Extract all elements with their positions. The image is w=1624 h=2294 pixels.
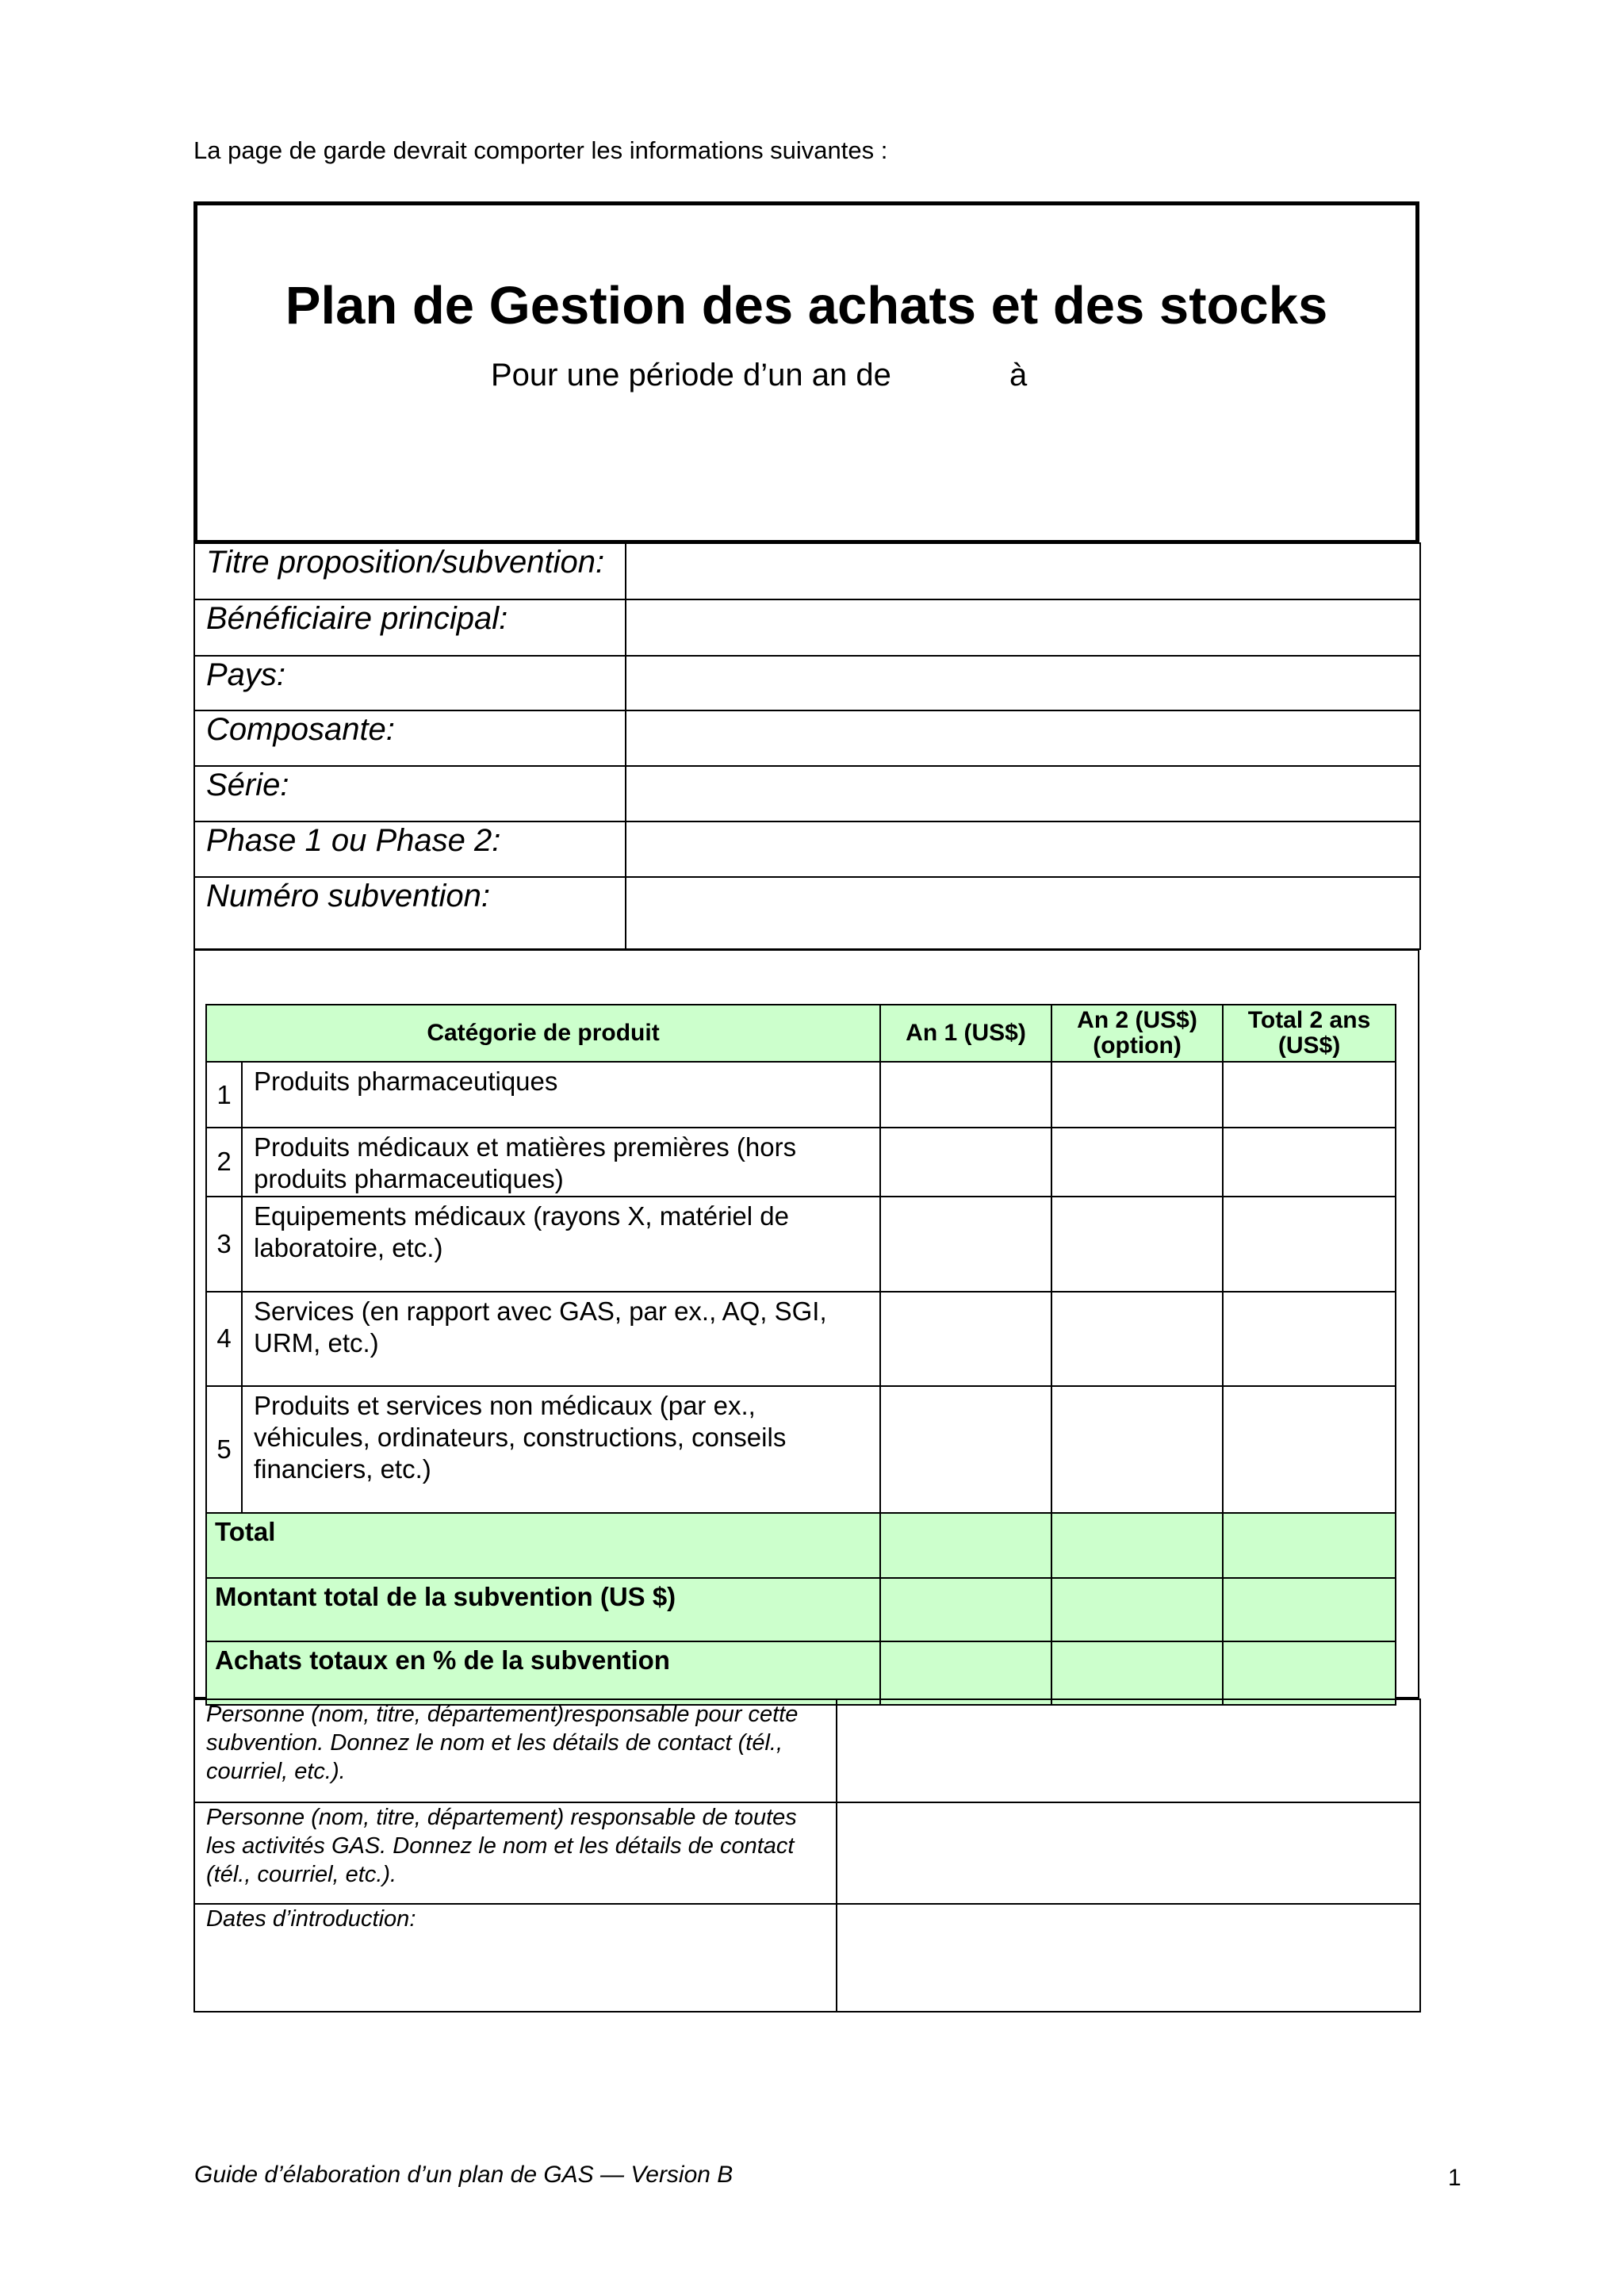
- contact-row: [194, 1904, 1420, 2012]
- amount-cell[interactable]: [1223, 1386, 1396, 1513]
- info-row: [194, 543, 1420, 599]
- info-row: [194, 656, 1420, 710]
- row-number: 5: [206, 1386, 242, 1513]
- budget-header-row: [206, 1005, 1396, 1062]
- info-value-field[interactable]: [626, 766, 1420, 821]
- info-value-field[interactable]: [626, 821, 1420, 877]
- period-to-label: à: [1009, 358, 1028, 393]
- amount-cell[interactable]: [1051, 1128, 1223, 1197]
- info-label: Bénéficiaire principal:: [194, 599, 626, 656]
- table-row: [206, 1292, 1396, 1386]
- amount-cell[interactable]: [880, 1062, 1051, 1128]
- category-label: Services (en rapport avec GAS, par ex., AQ, SGI, URM, etc.): [242, 1292, 880, 1386]
- summary-label: Montant total de la subvention (US $): [206, 1578, 880, 1641]
- amount-cell[interactable]: [1223, 1578, 1396, 1641]
- contact-value-field[interactable]: [837, 1904, 1420, 2012]
- header-category: Catégorie de produit: [206, 1005, 880, 1062]
- page-number: 1: [1448, 2165, 1461, 2191]
- info-row: [194, 877, 1420, 949]
- grant-info-table: [193, 542, 1421, 950]
- table-row: [206, 1062, 1396, 1128]
- table-row: [206, 1386, 1396, 1513]
- contact-value-field[interactable]: [837, 1802, 1420, 1904]
- info-label: Composante:: [194, 710, 626, 766]
- info-value-field[interactable]: [626, 599, 1420, 656]
- amount-cell[interactable]: [1223, 1513, 1396, 1578]
- contact-label: Dates d’introduction:: [194, 1904, 837, 2012]
- row-number: 1: [206, 1062, 242, 1128]
- amount-cell[interactable]: [1051, 1578, 1223, 1641]
- row-number: 2: [206, 1128, 242, 1197]
- contact-label: Personne (nom, titre, département) responsable de toutes les activités GAS. Donnez le nom et les détails de contact (tél., courriel, etc.).: [194, 1802, 837, 1904]
- info-row: [194, 766, 1420, 821]
- info-label: Série:: [194, 766, 626, 821]
- amount-cell[interactable]: [880, 1197, 1051, 1292]
- amount-cell[interactable]: [1223, 1292, 1396, 1386]
- footer-text: Guide d’élaboration d’un plan de GAS — Version B: [194, 2162, 733, 2188]
- info-label: Titre proposition/subvention:: [194, 543, 626, 599]
- row-number: 4: [206, 1292, 242, 1386]
- amount-cell[interactable]: [1051, 1386, 1223, 1513]
- row-number: 3: [206, 1197, 242, 1292]
- amount-cell[interactable]: [1051, 1197, 1223, 1292]
- info-value-field[interactable]: [626, 543, 1420, 599]
- amount-cell[interactable]: [1223, 1062, 1396, 1128]
- amount-cell[interactable]: [1223, 1641, 1396, 1705]
- header-total: Total 2 ans (US$): [1223, 1005, 1396, 1062]
- amount-cell[interactable]: [1223, 1197, 1396, 1292]
- contact-value-field[interactable]: [837, 1699, 1420, 1802]
- summary-label: Achats totaux en % de la subvention: [206, 1641, 880, 1705]
- category-label: Equipements médicaux (rayons X, matériel de laboratoire, etc.): [242, 1197, 880, 1292]
- contact-row: [194, 1802, 1420, 1904]
- info-row: [194, 821, 1420, 877]
- category-label: Produits pharmaceutiques: [242, 1062, 880, 1128]
- info-label: Pays:: [194, 656, 626, 710]
- contact-table: [193, 1698, 1421, 2013]
- amount-cell[interactable]: [1051, 1292, 1223, 1386]
- amount-cell[interactable]: [1223, 1128, 1396, 1197]
- intro-text: La page de garde devrait comporter les informations suivantes :: [193, 136, 888, 164]
- info-value-field[interactable]: [626, 877, 1420, 949]
- contact-label: Personne (nom, titre, département)responsable pour cette subvention. Donnez le nom et les détails de contact (tél., courriel, etc.).: [194, 1699, 837, 1802]
- period-label: Pour une période d’un an de: [491, 358, 891, 393]
- amount-cell[interactable]: [880, 1292, 1051, 1386]
- summary-label: Total: [206, 1513, 880, 1578]
- category-label: Produits et services non médicaux (par ex., véhicules, ordinateurs, constructions, conseils financiers, etc.): [242, 1386, 880, 1513]
- amount-cell[interactable]: [1051, 1513, 1223, 1578]
- info-value-field[interactable]: [626, 656, 1420, 710]
- info-label: Numéro subvention:: [194, 877, 626, 949]
- info-row: [194, 710, 1420, 766]
- info-label: Phase 1 ou Phase 2:: [194, 821, 626, 877]
- category-label: Produits médicaux et matières premières (hors produits pharmaceutiques): [242, 1128, 880, 1197]
- header-year2: An 2 (US$) (option): [1051, 1005, 1223, 1062]
- page-title: Plan de Gestion des achats et des stocks: [285, 276, 1328, 335]
- cover-header-box: [193, 201, 1419, 544]
- info-value-field[interactable]: [626, 710, 1420, 766]
- amount-cell[interactable]: [1051, 1062, 1223, 1128]
- info-row: [194, 599, 1420, 656]
- amount-cell[interactable]: [880, 1578, 1051, 1641]
- amount-cell[interactable]: [880, 1386, 1051, 1513]
- amount-cell[interactable]: [880, 1128, 1051, 1197]
- summary-row: [206, 1578, 1396, 1641]
- header-year1: An 1 (US$): [880, 1005, 1051, 1062]
- amount-cell[interactable]: [880, 1641, 1051, 1705]
- table-row: [206, 1197, 1396, 1292]
- amount-cell[interactable]: [1051, 1641, 1223, 1705]
- summary-row: [206, 1641, 1396, 1705]
- summary-row: [206, 1513, 1396, 1578]
- contact-row: [194, 1699, 1420, 1802]
- table-row: [206, 1128, 1396, 1197]
- budget-table: [205, 1004, 1396, 1706]
- amount-cell[interactable]: [880, 1513, 1051, 1578]
